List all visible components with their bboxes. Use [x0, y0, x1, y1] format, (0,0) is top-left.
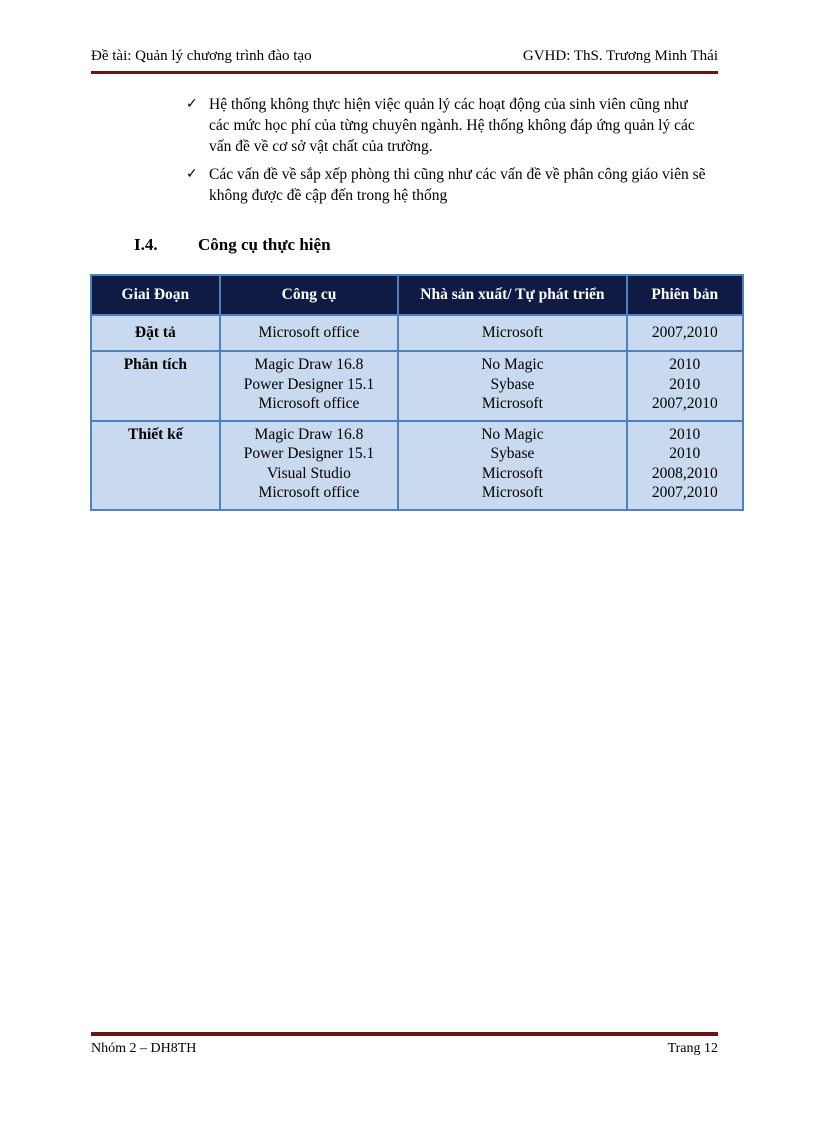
- header-version: Phiên bản: [627, 275, 743, 315]
- checkmark-icon: ✓: [186, 96, 198, 112]
- tool-name: Power Designer 15.1: [243, 375, 375, 393]
- tool-name: Microsoft office: [258, 395, 360, 412]
- page-header: [91, 46, 718, 68]
- vendor-name: Sybase: [490, 375, 535, 393]
- header-advisor: GVHD: ThS. Trương Minh Thái: [522, 48, 718, 64]
- tool-cell: [220, 421, 399, 510]
- version-value: 2010: [669, 425, 701, 443]
- tool-cell: [220, 351, 399, 421]
- tools-table: [90, 274, 744, 511]
- stage-cell: Thiết kế: [91, 421, 220, 510]
- header-rule: [91, 71, 718, 74]
- vendor-cell: [398, 421, 626, 510]
- bullet-text: Hệ thống không thực hiện việc quản lý các hoạt động của sinh viên cũng như các mức học phí của từng chuyên ngành. Hệ thống không đáp ứng quản lý các vấn đề về cơ sở vật chất của trường.: [209, 96, 695, 155]
- version-cell: [627, 421, 743, 510]
- footer-group: Nhóm 2 – DH8TH: [91, 1041, 197, 1056]
- version-value: 2010: [669, 356, 701, 373]
- table-row: [91, 315, 743, 351]
- table-header-row: [91, 275, 743, 315]
- version-value: 2010: [669, 375, 701, 393]
- version-value: 2010: [669, 445, 701, 462]
- tool-name: Visual Studio: [267, 464, 351, 482]
- tool-name: Microsoft office: [258, 484, 360, 501]
- tool-name: Power Designer 15.1: [243, 445, 375, 462]
- vendor-cell: [398, 351, 626, 421]
- stage-cell: Phân tích: [91, 351, 220, 421]
- vendor-cell: [398, 315, 626, 351]
- footer-rule: [91, 1032, 718, 1036]
- tool-cell: [220, 315, 399, 351]
- bullet-text: Các vấn đề về sắp xếp phòng thi cũng như các vấn đề về phân công giáo viên sẽ không được đề cập đến trong hệ thống: [209, 166, 706, 204]
- table-row: [91, 351, 743, 421]
- bullet-list: [186, 94, 706, 213]
- page-footer: [91, 1041, 718, 1061]
- version-value: 2008,2010: [651, 464, 718, 482]
- tool-name: Magic Draw 16.8: [254, 425, 364, 443]
- vendor-name: No Magic: [481, 356, 544, 373]
- vendor-name: Microsoft: [481, 484, 543, 501]
- page-number: Trang 12: [667, 1041, 718, 1056]
- vendor-name: Microsoft: [481, 464, 543, 482]
- stage-cell: Đặt tả: [91, 315, 220, 351]
- version-value: 2007,2010: [651, 484, 718, 501]
- tool-name: Magic Draw 16.8: [254, 356, 364, 373]
- header-topic: Đề tài: Quản lý chương trình đào tạo: [91, 48, 312, 64]
- header-tool: Công cụ: [220, 275, 399, 315]
- vendor-name: Sybase: [490, 445, 535, 462]
- vendor-name: No Magic: [481, 425, 544, 443]
- header-stage: Giai Đoạn: [91, 275, 220, 315]
- bullet-item: [186, 164, 706, 206]
- vendor-name: Microsoft: [481, 324, 543, 342]
- bullet-item: [186, 94, 706, 157]
- version-cell: [627, 351, 743, 421]
- version-cell: [627, 315, 743, 351]
- version-value: 2007,2010: [651, 395, 718, 412]
- table-row: [91, 421, 743, 510]
- vendor-name: Microsoft: [481, 395, 543, 412]
- version-value: 2007,2010: [651, 324, 718, 342]
- section-title: Công cụ thực hiện: [198, 235, 331, 254]
- header-vendor: Nhà sản xuất/ Tự phát triển: [398, 275, 626, 315]
- tool-name: Microsoft office: [258, 324, 360, 342]
- section-number: I.4.: [134, 235, 158, 254]
- checkmark-icon: ✓: [186, 166, 198, 182]
